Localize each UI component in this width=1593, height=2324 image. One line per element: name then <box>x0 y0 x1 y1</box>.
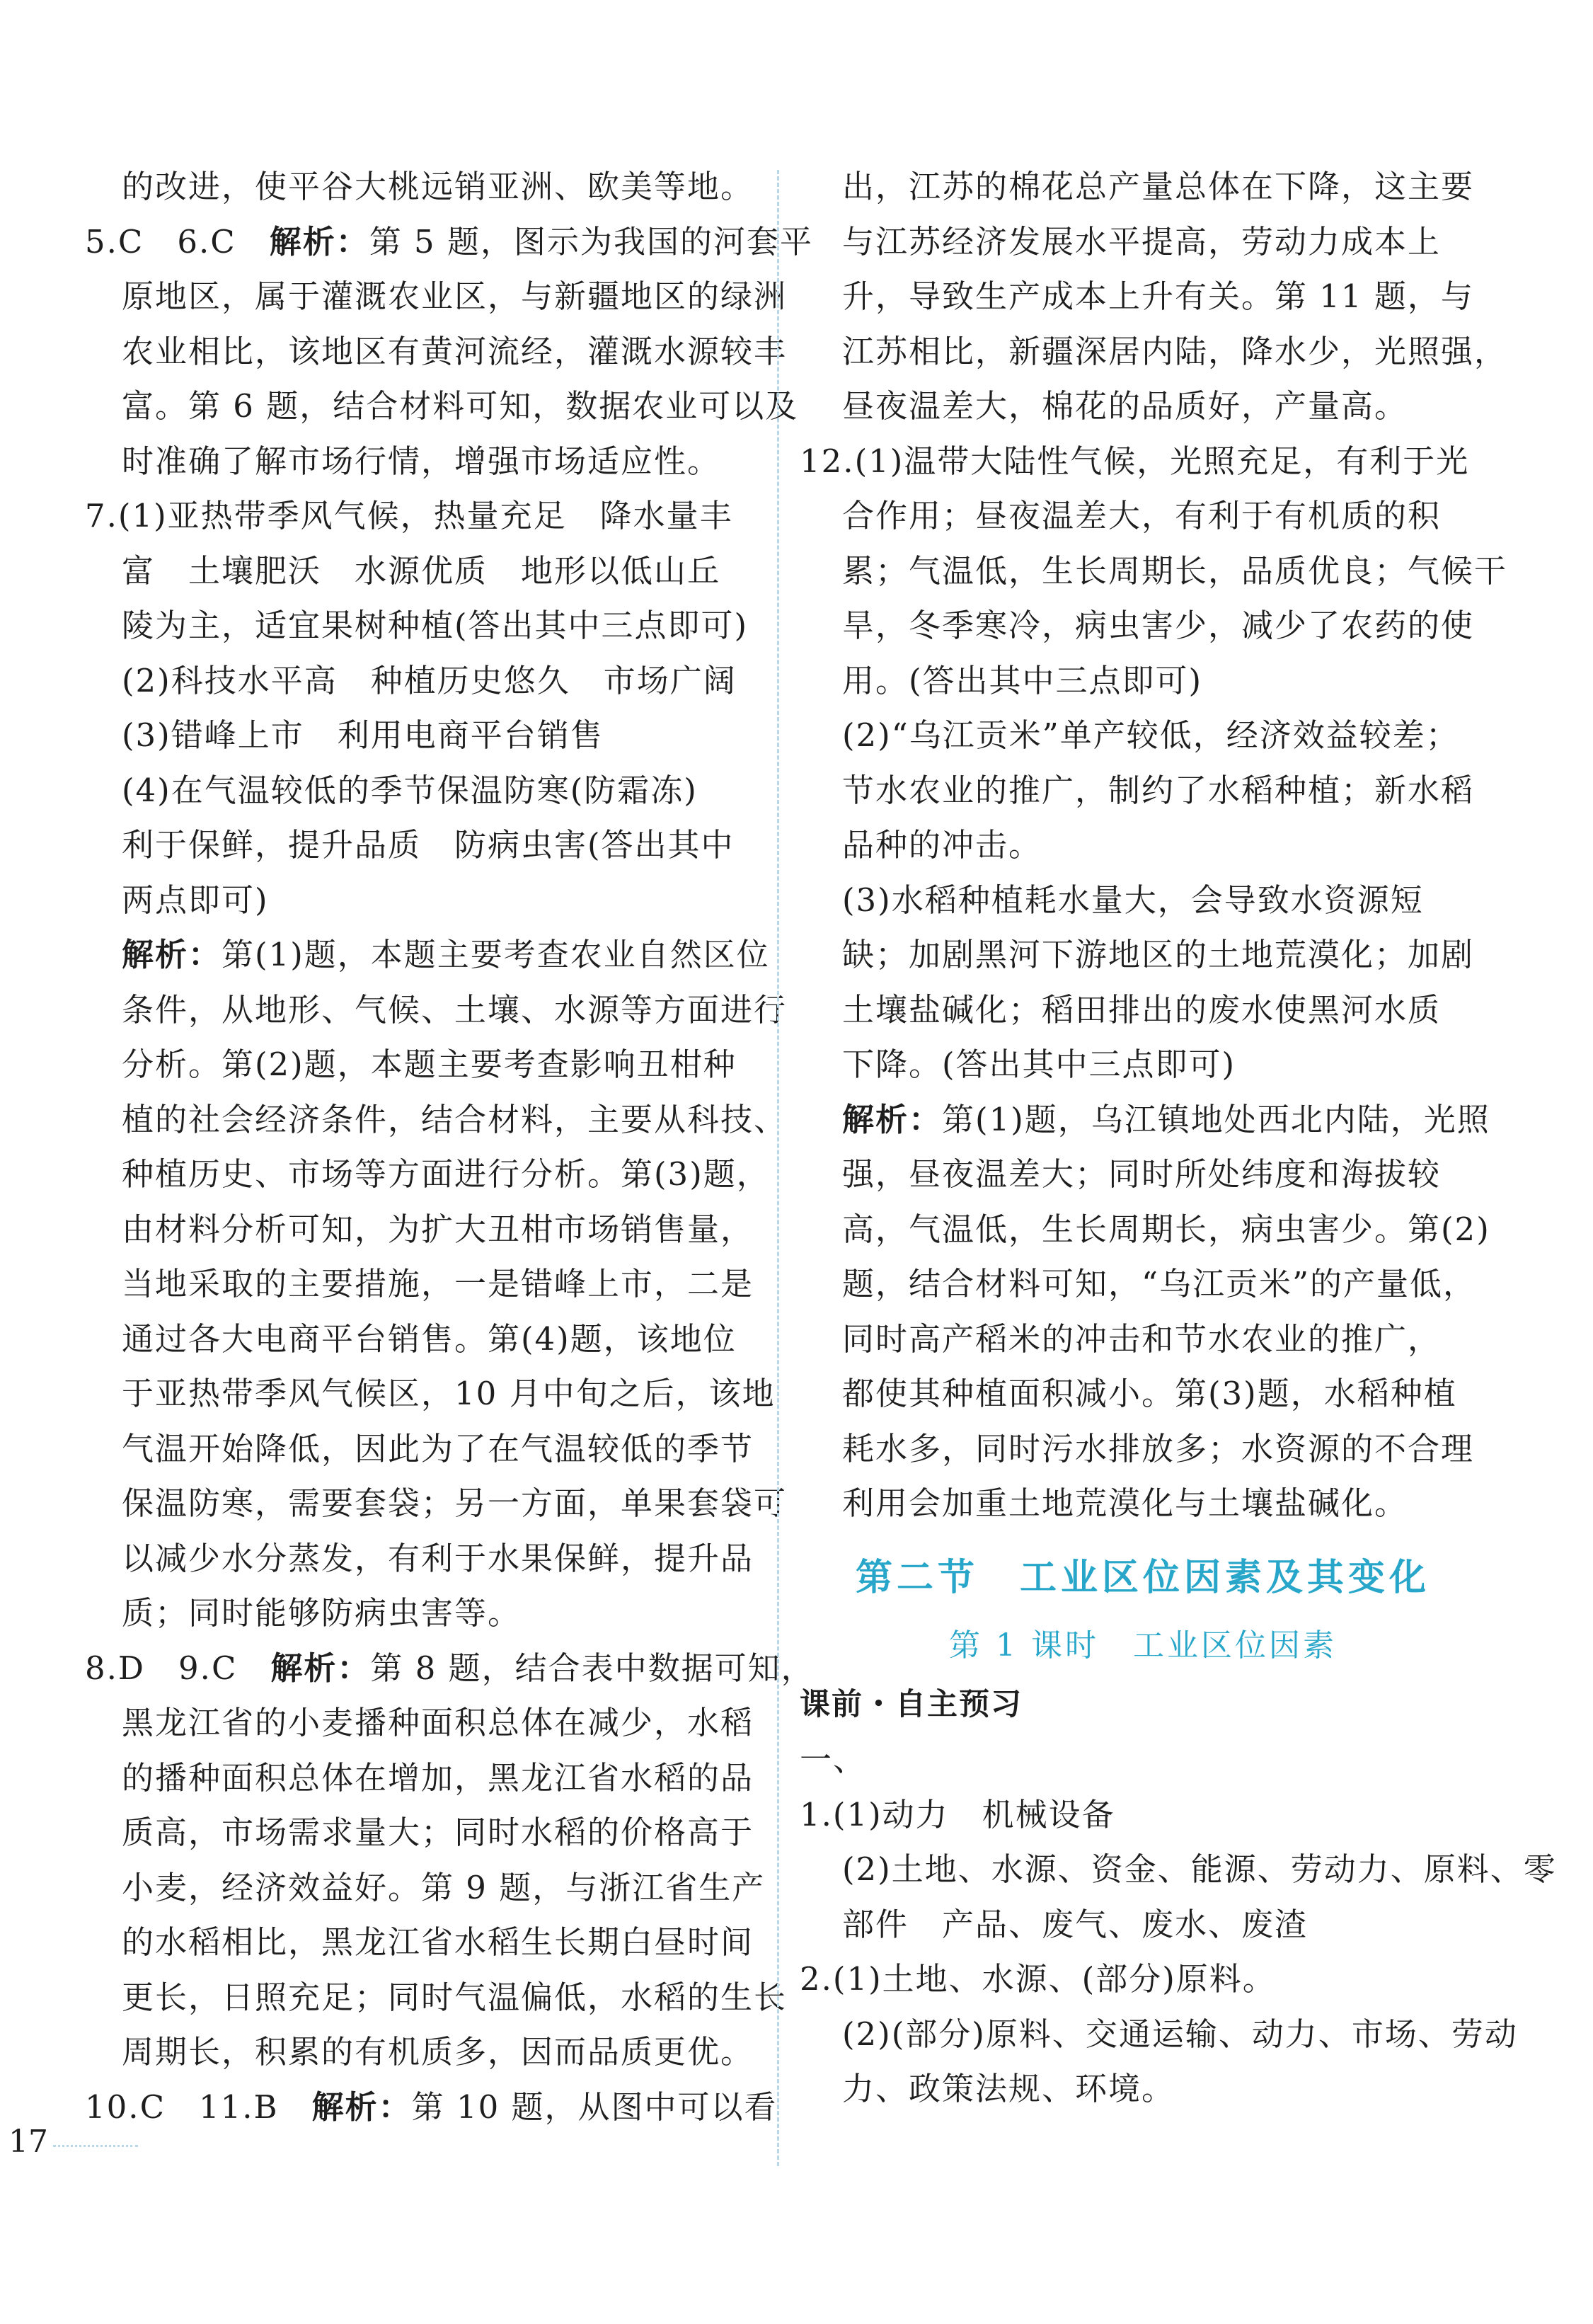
text-line: 小麦，经济效益好。第 9 题，与浙江省生产 <box>122 1868 766 1906</box>
answer-1: 1.(1)动力 机械设备 <box>800 1795 1115 1833</box>
text-line: 耗水多，同时污水排放多；水资源的不合理 <box>842 1429 1475 1467</box>
text-line: 质高，市场需求量大；同时水稻的价格高于 <box>122 1814 754 1851</box>
answer-12: 12.(1)温带大陆性气候，光照充足，有利于光 <box>800 442 1470 480</box>
text-line: 强，昼夜温差大；同时所处纬度和海拔较 <box>842 1155 1442 1193</box>
text-line: 黑龙江省的小麦播种面积总体在减少，水稻 <box>122 1704 754 1741</box>
analysis-7 <box>85 927 770 983</box>
page-number: 17 <box>8 2124 48 2160</box>
text-line: 缺；加剧黑河下游地区的土地荒漠化；加剧 <box>842 936 1475 973</box>
text-line: 质；同时能够防病虫害等。 <box>122 1594 522 1632</box>
analysis-text: 第 10 题，从图中可以看 <box>411 2088 778 2126</box>
text-line: 品种的冲击。 <box>842 826 1042 864</box>
text-line: 更长，日照充足；同时气温偏低，水稻的生长 <box>122 1978 788 2016</box>
analysis-tag: 解析： <box>122 936 222 973</box>
text-line: 通过各大电商平台销售。第(4)题，该地位 <box>122 1320 737 1358</box>
text-line: 以减少水分蒸发，有利于水果保鲜，提升品 <box>122 1539 754 1577</box>
text-line: 陵为主，适宜果树种植(答出其中三点即可) <box>122 607 749 644</box>
text-line: 利用会加重土地荒漠化与土壤盐碱化。 <box>842 1484 1408 1522</box>
text-line: 分析。第(2)题，本题主要考查影响丑柑种 <box>122 1046 737 1083</box>
answer-7: 7.(1)亚热带季风气候，热量充足 降水量丰 <box>85 497 733 534</box>
analysis-12 <box>800 1092 1490 1147</box>
text-line: 部件 产品、废气、废水、废渣 <box>842 1905 1309 1943</box>
text-line: (2)(部分)原料、交通运输、动力、市场、劳动 <box>842 2015 1518 2053</box>
text-line: 升，导致生产成本上升有关。第 11 题，与 <box>842 277 1474 315</box>
text-line: 合作用；昼夜温差大，有利于有机质的积 <box>842 497 1442 534</box>
text-line: 题，结合材料可知，“乌江贡米”的产量低， <box>842 1265 1477 1303</box>
text-line: 昼夜温差大，棉花的品质好，产量高。 <box>842 387 1408 425</box>
column-divider <box>777 170 779 2166</box>
text-line: 当地采取的主要措施，一是错峰上市，二是 <box>122 1265 754 1303</box>
section-title: 第二节 工业区位因素及其变化 <box>855 1556 1430 1599</box>
text-line: 下降。(答出其中三点即可) <box>842 1046 1236 1083</box>
lesson-title: 第 1 课时 工业区位因素 <box>949 1627 1337 1664</box>
text-line: 种植历史、市场等方面进行分析。第(3)题， <box>122 1155 770 1193</box>
text-line: 力、政策法规、环境。 <box>842 2070 1175 2107</box>
text-line: 都使其种植面积减小。第(3)题，水稻种植 <box>842 1375 1457 1412</box>
text-line: 由材料分析可知，为扩大丑柑市场销售量， <box>122 1210 754 1248</box>
answer-2: 2.(1)土地、水源、(部分)原料。 <box>800 1960 1276 1998</box>
text-line: (3)水稻种植耗水量大，会导致水资源短 <box>842 881 1424 919</box>
text-line: 的水稻相比，黑龙江省水稻生长期白昼时间 <box>122 1923 754 1961</box>
analysis-text: 第(1)题，本题主要考查农业自然区位 <box>222 936 770 973</box>
left-column <box>85 159 815 2134</box>
text-line: 的改进，使平谷大桃远销亚洲、欧美等地。 <box>122 168 754 205</box>
section-heading: 课前・自主预习 <box>800 1686 1023 1722</box>
text-line: 同时高产稻米的冲击和节水农业的推广， <box>842 1320 1442 1358</box>
text-line: 出，江苏的棉花总产量总体在下降，这主要 <box>842 168 1475 205</box>
footer-divider <box>53 2145 138 2147</box>
text-line: 原地区，属于灌溉农业区，与新疆地区的绿洲 <box>122 277 788 315</box>
text-line: 保温防寒，需要套袋；另一方面，单果套袋可 <box>122 1484 788 1522</box>
text-line: 条件，从地形、气候、土壤、水源等方面进行 <box>122 990 788 1029</box>
text-line: 农业相比，该地区有黄河流经，灌溉水源较丰 <box>122 332 788 370</box>
text-line: 周期长，积累的有机质多，因而品质更优。 <box>122 2033 754 2071</box>
text-line: 江苏相比，新疆深居内陆，降水少，光照强， <box>842 332 1508 370</box>
text-line: (4)在气温较低的季节保温防寒(防霜冻) <box>122 771 698 809</box>
text-line: 气温开始降低，因此为了在气温较低的季节 <box>122 1429 754 1467</box>
text-line: 时准确了解市场行情，增强市场适应性。 <box>122 442 721 480</box>
analysis-text: 第 5 题，图示为我国的河套平 <box>369 222 813 261</box>
answer-10-11 <box>85 2080 778 2135</box>
text-line: 高，气温低，生长周期长，病虫害少。第(2) <box>842 1210 1490 1248</box>
text-line: (2)科技水平高 种植历史悠久 市场广阔 <box>122 661 737 699</box>
text-line: (2)土地、水源、资金、能源、劳动力、原料、零 <box>842 1850 1557 1888</box>
text-line: 旱，冬季寒冷，病虫害少，减少了农药的使 <box>842 607 1475 644</box>
text-line: (2)“乌江贡米”单产较低，经济效益较差； <box>842 716 1459 754</box>
text-line: 两点即可) <box>122 881 269 919</box>
analysis-text: 第 8 题，结合表中数据可知， <box>370 1649 815 1687</box>
answer-label: 8.D 9.C <box>85 1649 271 1687</box>
analysis-tag: 解析： <box>269 222 369 261</box>
answer-label: 10.C 11.B <box>85 2088 312 2126</box>
text-line: 富 土壤肥沃 水源优质 地形以低山丘 <box>122 551 721 590</box>
analysis-tag: 解析： <box>311 2088 412 2126</box>
text-line: 于亚热带季风气候区，10 月中旬之后，该地 <box>122 1375 776 1412</box>
text-line: 利于保鲜，提升品质 防病虫害(答出其中 <box>122 826 735 864</box>
text-line: (3)错峰上市 利用电商平台销售 <box>122 716 604 754</box>
right-column <box>800 159 1557 2117</box>
text-line: 土壤盐碱化；稻田排出的废水使黑河水质 <box>842 990 1442 1029</box>
analysis-tag: 解析： <box>270 1649 371 1687</box>
answer-5-6 <box>85 214 813 270</box>
text-line: 与江苏经济发展水平提高，劳动力成本上 <box>842 222 1442 261</box>
text-line: 节水农业的推广，制约了水稻种植；新水稻 <box>842 771 1475 809</box>
text-line: 用。(答出其中三点即可) <box>842 661 1203 699</box>
analysis-tag: 解析： <box>842 1100 943 1138</box>
text-line: 富。第 6 题，结合材料可知，数据农业可以及 <box>122 387 799 425</box>
text-line: 累；气温低，生长周期长，品质优良；气候干 <box>842 551 1508 590</box>
analysis-text: 第(1)题，乌江镇地处西北内陆，光照 <box>942 1100 1490 1138</box>
answer-label: 5.C 6.C <box>85 222 270 261</box>
answer-8-9 <box>85 1641 815 1696</box>
text-line: 的播种面积总体在增加，黑龙江省水稻的品 <box>122 1758 754 1797</box>
part-label: 一、 <box>800 1741 867 1778</box>
text-line: 植的社会经济条件，结合材料，主要从科技、 <box>122 1100 788 1138</box>
